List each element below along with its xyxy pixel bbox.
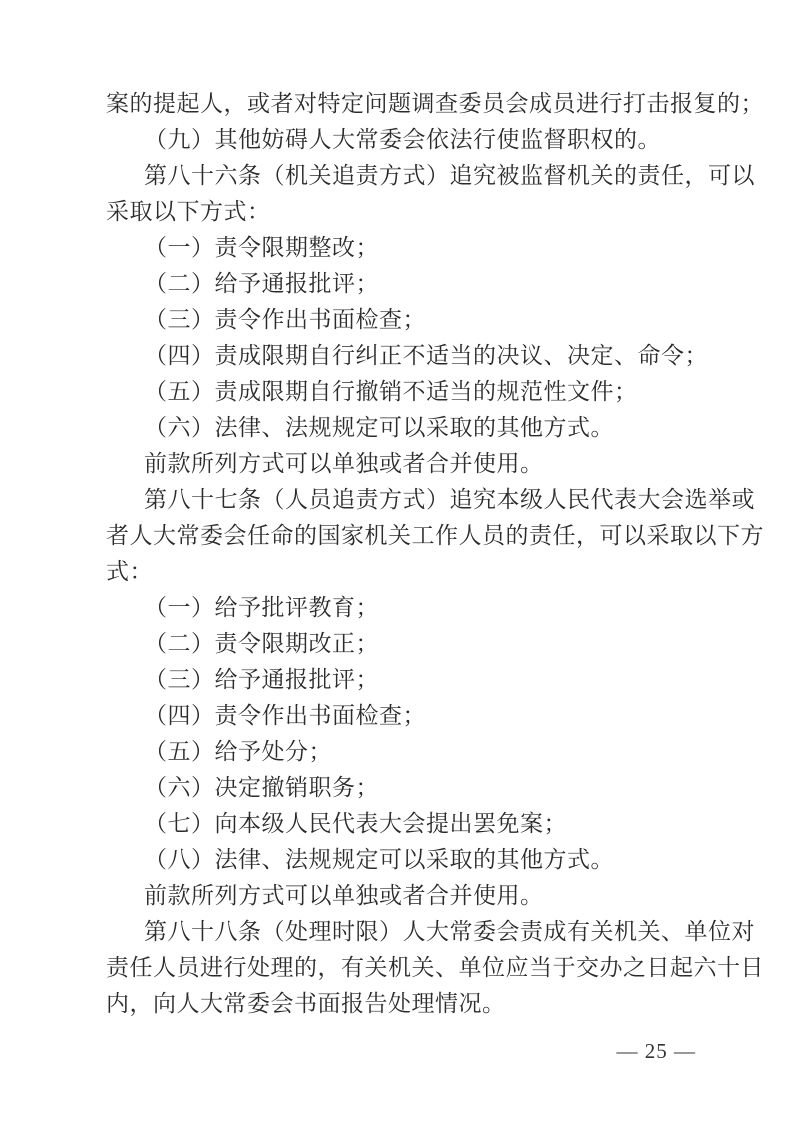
text-line: （六）决定撤销职务； — [144, 775, 379, 800]
text-line: （一）责令限期整改； — [144, 235, 379, 260]
text-line: （四）责成限期自行纠正不适当的决议、决定、命令； — [144, 343, 708, 368]
text-line: （三）给予通报批评； — [144, 667, 379, 692]
text-line: （四）责令作出书面检查； — [144, 703, 426, 728]
text-line: 第八十八条（处理时限）人大常委会责成有关机关、单位对 — [144, 919, 755, 944]
text-line: （二）给予通报批评； — [144, 271, 379, 296]
text-line: 案的提起人，或者对特定问题调查委员会成员进行打击报复的； — [106, 91, 764, 116]
text-line: （八）法律、法规规定可以采取的其他方式。 — [144, 847, 614, 872]
text-line: （二）责令限期改正； — [144, 631, 379, 656]
document-text — [106, 86, 764, 1022]
text-line: 前款所列方式可以单独或者合并使用。 — [144, 883, 544, 908]
text-line: 内，向人大常委会书面报告处理情况。 — [106, 991, 506, 1016]
text-line: （一）给予批评教育； — [144, 595, 379, 620]
page-number: — 25 — — [616, 1039, 696, 1063]
text-line: （九）其他妨碍人大常委会依法行使监督职权的。 — [144, 127, 661, 152]
text-line: （五）责成限期自行撤销不适当的规范性文件； — [144, 379, 638, 404]
text-line: 者人大常委会任命的国家机关工作人员的责任，可以采取以下方 — [106, 523, 764, 548]
text-line: （五）给予处分； — [144, 739, 332, 764]
text-line: （三）责令作出书面检查； — [144, 307, 426, 332]
text-line: 前款所列方式可以单独或者合并使用。 — [144, 451, 544, 476]
text-line: 采取以下方式： — [106, 199, 271, 224]
text-line: 第八十六条（机关追责方式）追究被监督机关的责任，可以 — [144, 163, 755, 188]
text-line: 责任人员进行处理的，有关机关、单位应当于交办之日起六十日 — [106, 955, 764, 980]
text-line: （七）向本级人民代表大会提出罢免案； — [144, 811, 567, 836]
text-line: 第八十七条（人员追责方式）追究本级人民代表大会选举或 — [144, 487, 755, 512]
text-line: 式： — [106, 559, 153, 584]
text-line: （六）法律、法规规定可以采取的其他方式。 — [144, 415, 614, 440]
